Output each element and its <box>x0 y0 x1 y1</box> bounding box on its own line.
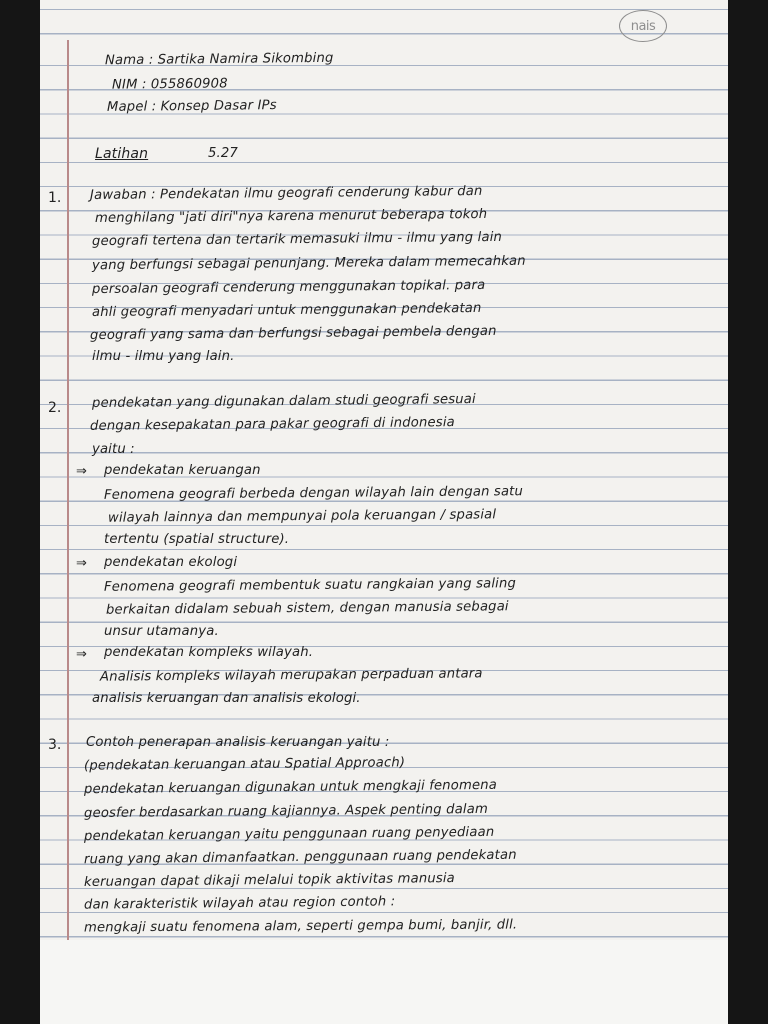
approach-line: tertentu (spatial structure). <box>104 532 290 547</box>
approach-title: pendekatan ekologi <box>104 555 238 570</box>
approach-line: berkaitan didalam sebuah sistem, dengan manusia sebagai <box>105 599 509 618</box>
approach-title: pendekatan kompleks wilayah. <box>104 645 314 660</box>
subject: Mapel : Konsep Dasar IPs <box>106 98 277 115</box>
approach-title: pendekatan keruangan <box>104 463 261 478</box>
arrow-icon: ⇒ <box>76 647 87 662</box>
q3-line: mengkaji suatu fenomena alam, seperti gempa bumi, banjir, dll. <box>83 917 518 936</box>
q1-line: persoalan geografi cenderung menggunakan topikal. para <box>91 277 486 298</box>
q3-line: pendekatan keruangan digunakan untuk mengkaji fenomena <box>83 777 498 798</box>
approach-line: wilayah lainnya dan mempunyai pola keruangan / spasial <box>107 507 497 526</box>
q3-line: pendekatan keruangan yaitu penggunaan ruang penyediaan <box>83 824 495 845</box>
approach-line: analisis keruangan dan analisis ekologi. <box>92 691 361 706</box>
question-1-number: 1. <box>48 190 62 206</box>
approach-line: Analisis kompleks wilayah merupakan perpaduan antara <box>99 666 483 685</box>
student-nim: NIM : 055860908 <box>111 76 228 93</box>
notebook-page <box>40 0 728 1024</box>
q3-line: dan karakteristik wilayah atau region contoh : <box>83 894 396 913</box>
question-2-number: 2. <box>48 400 62 416</box>
exercise-number: 5.27 <box>208 146 238 161</box>
q1-line: yang berfungsi sebagai penunjang. Mereka dalam memecahkan <box>91 253 526 274</box>
q2-line: yaitu : <box>92 442 135 457</box>
approach-line: Fenomena geografi membentuk suatu rangkaian yang saling <box>103 576 517 595</box>
approach-line: Fenomena geografi berbeda dengan wilayah lain dengan satu <box>103 484 524 503</box>
q2-line: pendekatan yang digunakan dalam studi geografi sesuai <box>91 391 476 412</box>
question-3-number: 3. <box>48 737 62 753</box>
q3-line: Contoh penerapan analisis keruangan yaitu : <box>86 735 390 750</box>
approach-line: unsur utamanya. <box>104 624 219 639</box>
notebook-brand-logo: nais <box>619 10 667 42</box>
q1-line: menghilang "jati diri"nya karena menurut beberapa tokoh <box>94 206 488 227</box>
margin-line <box>67 40 69 940</box>
q3-line: keruangan dapat dikaji melalui topik aktivitas manusia <box>83 871 455 890</box>
q3-line: (pendekatan keruangan atau Spatial Approach) <box>83 755 406 774</box>
arrow-icon: ⇒ <box>76 464 87 479</box>
q1-line: ilmu - ilmu yang lain. <box>92 349 235 364</box>
q1-line: Jawaban : Pendekatan ilmu geografi cenderung kabur dan <box>89 183 483 204</box>
q1-line: ahli geografi menyadari untuk menggunakan pendekatan <box>91 300 482 321</box>
exercise-title: Latihan <box>95 146 149 162</box>
q3-line: ruang yang akan dimanfaatkan. penggunaan ruang pendekatan <box>83 847 517 868</box>
q3-line: geosfer berdasarkan ruang kajiannya. Aspek penting dalam <box>83 801 489 822</box>
q1-line: geografi yang sama dan berfungsi sebagai pembela dengan <box>89 323 497 344</box>
student-name: Nama : Sartika Namira Sikombing <box>104 50 334 69</box>
q1-line: geografi tertena dan tertarik memasuki ilmu - ilmu yang lain <box>91 229 503 250</box>
q2-line: dengan kesepakatan para pakar geografi di indonesia <box>89 415 455 434</box>
arrow-icon: ⇒ <box>76 556 87 571</box>
